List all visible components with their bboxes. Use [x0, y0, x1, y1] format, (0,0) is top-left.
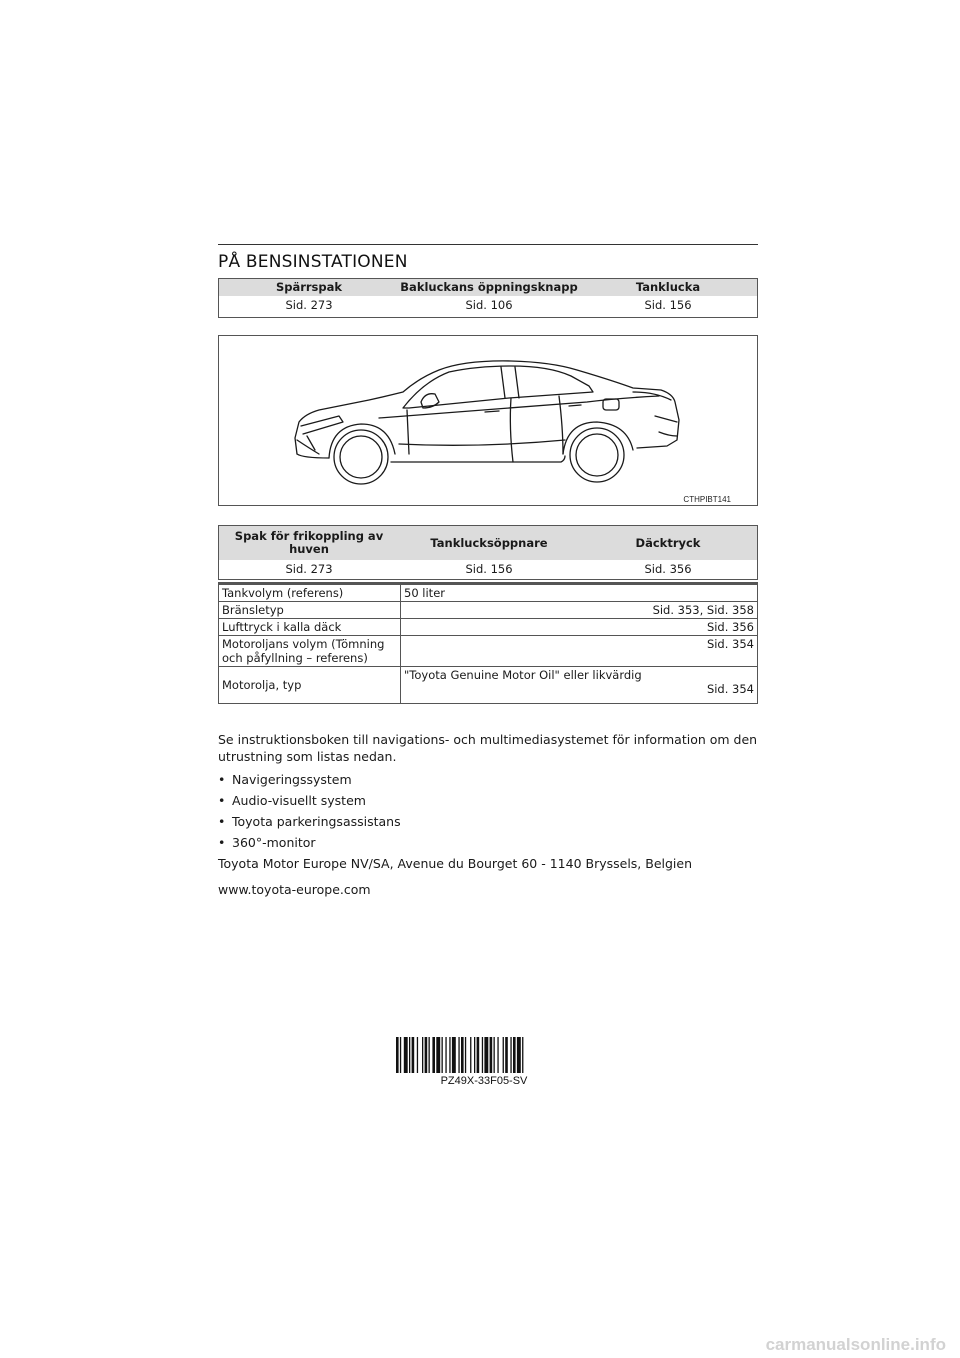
table-row — [219, 584, 758, 602]
barcode-bar — [505, 1037, 508, 1073]
intro-paragraph: Se instruktionsboken till navigations- och multimediasystemet för information om den utrustning som listas nedan. — [218, 732, 758, 764]
barcode-bar — [513, 1037, 516, 1073]
barcode-bar — [474, 1037, 475, 1073]
top-table-value-row — [219, 296, 757, 317]
spec-value: 50 liter — [401, 584, 758, 602]
spec-value: Sid. 353, Sid. 358 — [401, 602, 758, 619]
address-text: Toyota Motor Europe NV/SA, Avenue du Bourget 60 - 1140 Bryssels, Belgien — [218, 856, 693, 871]
value-spak-frikoppling: Sid. 273 — [285, 562, 333, 576]
barcode-bar — [510, 1037, 511, 1073]
barcode-bar — [404, 1037, 408, 1073]
value-sparrspak: Sid. 273 — [285, 298, 333, 312]
bullet-icon: • — [218, 814, 226, 829]
header-tanklucksoppnare: Tanklucksöppnare — [430, 536, 548, 550]
barcode-bar — [490, 1037, 493, 1073]
barcode-bar — [517, 1037, 521, 1073]
car-illustration-frame — [218, 335, 758, 506]
table-row — [219, 602, 758, 619]
barcode-bar — [494, 1037, 495, 1073]
barcode-bar — [422, 1037, 423, 1073]
image-code: CTHPIBT141 — [683, 495, 731, 504]
barcode-bar — [452, 1037, 456, 1073]
barcode-bar — [503, 1037, 504, 1073]
value-dacktryck: Sid. 356 — [644, 562, 692, 576]
barcode-bar — [429, 1037, 430, 1073]
value-tanklucka: Sid. 156 — [644, 298, 692, 312]
spec-value: Sid. 356 — [401, 619, 758, 636]
top-table-header-row — [219, 279, 757, 296]
barcode-bar — [432, 1037, 435, 1073]
barcode-bar — [522, 1037, 523, 1073]
watermark-text: carmanualsonline.info — [765, 1335, 946, 1354]
spec-label: Tankvolym (referens) — [219, 584, 401, 602]
header-sparrspak: Spärrspak — [275, 280, 343, 294]
barcode-bar — [477, 1037, 480, 1073]
title-rule — [218, 244, 758, 245]
list-item-label: 360°-monitor — [232, 835, 316, 850]
barcode-bar — [442, 1037, 443, 1073]
body-text — [218, 731, 763, 898]
barcode-code: PZ49X-33F05-SV — [440, 1075, 528, 1087]
barcode-bar — [461, 1037, 464, 1073]
mid-table-header-row — [219, 526, 757, 560]
header-tanklucka: Tanklucka — [635, 280, 701, 294]
barcode-bar — [417, 1037, 418, 1073]
barcode-bar — [465, 1037, 466, 1073]
oil-type-text: "Toyota Genuine Motor Oil" eller likvärdig — [404, 668, 642, 682]
spec-label: Lufttryck i kalla däck — [219, 619, 401, 636]
spec-value — [401, 667, 758, 704]
header-bakluckans-knapp: Bakluckans öppningsknapp — [400, 280, 578, 294]
table-row — [219, 636, 758, 667]
spec-label: Motorolja, typ — [219, 667, 401, 704]
page-title: PÅ BENSINSTATIONEN — [218, 252, 408, 272]
list-item — [218, 771, 763, 788]
list-item-label: Audio-visuellt system — [232, 793, 366, 808]
bullet-icon: • — [218, 772, 226, 787]
bullet-icon: • — [218, 793, 226, 808]
list-item-label: Toyota parkeringsassistans — [232, 814, 401, 829]
car-side-illustration-icon — [219, 336, 757, 505]
barcode-bar — [436, 1037, 440, 1073]
spec-table — [218, 582, 758, 704]
top-reference-table — [218, 278, 758, 318]
barcode-icon — [396, 1037, 572, 1073]
value-tanklucksoppnare: Sid. 156 — [465, 562, 513, 576]
barcode-bar — [458, 1037, 459, 1073]
table-row — [219, 667, 758, 704]
barcode-bar — [484, 1037, 488, 1073]
table-row — [219, 619, 758, 636]
middle-reference-table — [218, 525, 758, 580]
barcode-bar — [482, 1037, 483, 1073]
barcode-bar — [449, 1037, 450, 1073]
website-link[interactable]: www.toyota-europe.com — [218, 882, 371, 897]
barcode-bar — [412, 1037, 415, 1073]
list-item-label: Navigeringssystem — [232, 772, 352, 787]
barcode-bar — [409, 1037, 410, 1073]
list-item — [218, 813, 763, 830]
barcode-bar — [396, 1037, 399, 1073]
spec-label: Bränsletyp — [219, 602, 401, 619]
barcode-bar — [400, 1037, 401, 1073]
oil-type-page: Sid. 354 — [706, 682, 754, 696]
spec-value: Sid. 354 — [401, 636, 758, 667]
header-spak-frikoppling: Spak för frikoppling av huven — [234, 529, 384, 556]
list-item — [218, 834, 763, 851]
header-dacktryck: Däcktryck — [635, 536, 701, 550]
value-bakluckans-knapp: Sid. 106 — [465, 298, 513, 312]
barcode-bar — [497, 1037, 498, 1073]
bullet-icon: • — [218, 835, 226, 850]
spec-label: Motoroljans volym (Tömning och påfyllning – referens) — [219, 636, 401, 667]
barcode-bar — [470, 1037, 471, 1073]
list-item — [218, 792, 763, 809]
barcode-bar — [425, 1037, 428, 1073]
mid-table-value-row — [219, 560, 757, 579]
equipment-list — [218, 771, 763, 851]
barcode-bar — [445, 1037, 446, 1073]
